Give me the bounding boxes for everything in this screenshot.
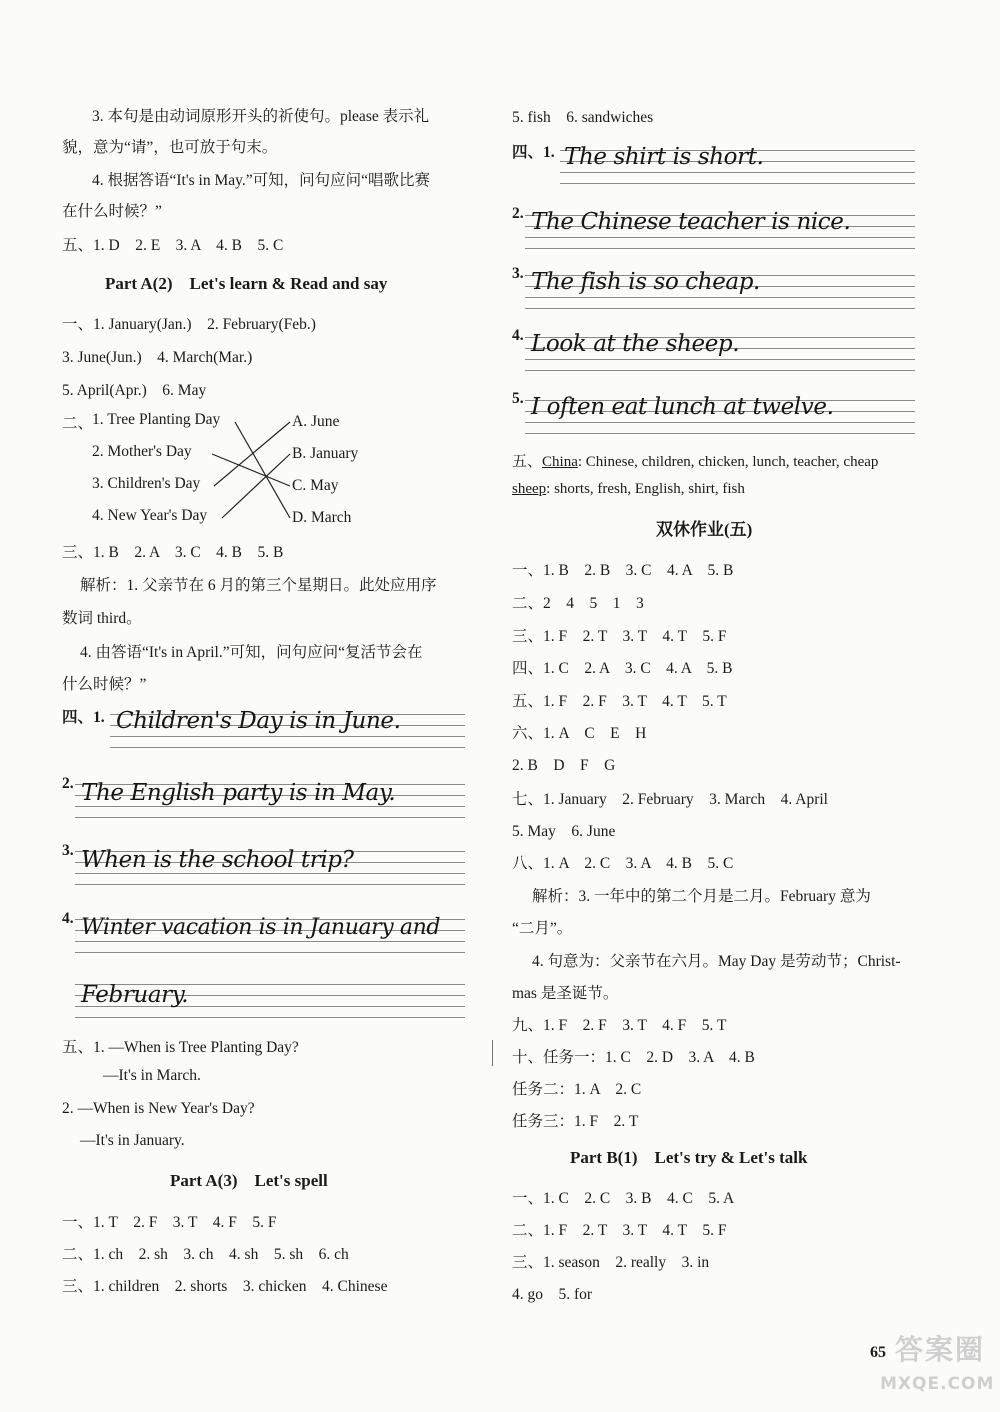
handwriting-row (75, 776, 465, 822)
explanation-line: 在什么时候？” (62, 203, 162, 220)
handwriting-row (75, 976, 465, 1022)
answer-line: 一、1. T 2. F 3. T 4. F 5. F (62, 1214, 277, 1231)
ruled-line (525, 308, 915, 309)
ruled-line (560, 172, 915, 173)
ruled-line (525, 297, 915, 298)
matching-left-item: 2. Mother's Day (92, 443, 192, 460)
answer-line: 一、1. C 2. C 3. B 4. C 5. A (512, 1190, 735, 1207)
classification-key: sheep (512, 481, 547, 497)
handwriting-number: 5. (512, 390, 524, 407)
ruled-line (75, 817, 465, 818)
handwriting-number: 2. (512, 205, 524, 222)
section-heading: Part B(1) Let's try & Let's talk (570, 1148, 808, 1167)
handwritten-answer: The fish is so cheap. (531, 269, 760, 295)
answer-line: 三、1. season 2. really 3. in (512, 1254, 710, 1271)
answer-line: 任务二：1. A 2. C (512, 1081, 642, 1098)
answer-line: 二、2 4 5 1 3 (512, 595, 644, 612)
handwritten-answer: I often eat lunch at twelve. (531, 394, 834, 420)
handwriting-number: 2. (62, 775, 74, 792)
match-line-2-c (212, 454, 290, 486)
explanation-line: 解析：3. 一年中的第二个月是二月。February 意为 (532, 888, 871, 905)
ruled-line (560, 183, 915, 184)
handwritten-answer: The English party is in May. (81, 780, 396, 806)
classification-words: : shorts, fresh, English, shirt, fish (546, 481, 745, 497)
explanation-line: 数词 third。 (62, 610, 142, 627)
matching-lines (190, 410, 300, 530)
page-number: 65 (870, 1344, 886, 1361)
classification-line (512, 481, 745, 498)
explanation-line: 4. 句意为：父亲节在六月。May Day 是劳动节；Christ- (532, 953, 901, 970)
section-heading: Part A(3) Let's spell (170, 1171, 328, 1190)
answer-line: 十、任务一：1. C 2. D 3. A 4. B (512, 1049, 755, 1066)
answer-line: 五、1. —When is Tree Planting Day? (62, 1039, 299, 1056)
handwriting-prefix: 四、1. (62, 709, 105, 726)
handwriting-number: 3. (62, 842, 74, 859)
ruled-line (525, 237, 915, 238)
explanation-line: 解析：1. 父亲节在 6 月的第三个星期日。此处应用序 (80, 577, 437, 594)
ruled-line (525, 422, 915, 423)
answer-line: 九、1. F 2. F 3. T 4. F 5. T (512, 1017, 727, 1034)
answer-line: 4. go 5. for (512, 1286, 593, 1303)
classification-line (512, 450, 878, 471)
ruled-line (110, 747, 465, 748)
ruled-line (75, 952, 465, 953)
matching-prefix: 二、 (62, 415, 94, 432)
handwriting-row (525, 207, 915, 253)
ruled-line (525, 370, 915, 371)
section-heading: Part A(2) Let's learn & Read and say (105, 274, 388, 293)
watermark-logo: 答案圈 (895, 1333, 986, 1366)
matching-right-item: C. May (292, 477, 339, 494)
match-line-1-d (235, 422, 290, 518)
ruled-line (75, 1017, 465, 1018)
ruled-line (75, 884, 465, 885)
ruled-line (525, 433, 915, 434)
matching-right-item: A. June (292, 413, 340, 430)
explanation-line: 貌，意为“请”，也可放于句末。 (62, 139, 278, 156)
handwriting-number: 4. (512, 327, 524, 344)
classification-prefix: 五、 (512, 454, 543, 470)
handwriting-row (75, 843, 465, 889)
handwriting-row (525, 267, 915, 313)
explanation-line: 什么时候？” (62, 676, 147, 693)
explanation-line: 4. 根据答语“It's in May.”可知，问句应问“唱歌比赛 (92, 172, 431, 189)
handwriting-prefix: 四、1. (512, 144, 555, 161)
answer-line: 三、1. B 2. A 3. C 4. B 5. B (62, 544, 284, 561)
handwriting-number: 3. (512, 265, 524, 282)
handwriting-row (110, 706, 465, 752)
answer-line: 5. April(Apr.) 6. May (62, 382, 207, 399)
answer-line: 3. June(Jun.) 4. March(Mar.) (62, 349, 253, 366)
ruled-line (75, 806, 465, 807)
handwritten-answer: Children's Day is in June. (116, 708, 401, 734)
answer-line: —It's in January. (80, 1132, 185, 1149)
answer-line: 五、1. D 2. E 3. A 4. B 5. C (62, 237, 284, 254)
section-heading: 双休作业(五) (656, 520, 753, 539)
answer-line: 四、1. C 2. A 3. C 4. A 5. B (512, 660, 733, 677)
answer-line: 任务三：1. F 2. T (512, 1113, 639, 1130)
answer-line: 一、1. B 2. B 3. C 4. A 5. B (512, 562, 734, 579)
matching-right-item: B. January (292, 445, 359, 462)
explanation-line: 3. 本句是由动词原形开头的祈使句。please 表示礼 (92, 108, 430, 125)
handwriting-number: 4. (62, 910, 74, 927)
answer-line: 八、1. A 2. C 3. A 4. B 5. C (512, 855, 734, 872)
answer-line: 5. fish 6. sandwiches (512, 109, 654, 126)
handwritten-answer: Winter vacation is in January and (81, 915, 441, 940)
ruled-line (110, 736, 465, 737)
matching-left-item: 3. Children's Day (92, 475, 201, 492)
match-line-4-b (222, 454, 290, 518)
handwritten-answer: When is the school trip? (81, 847, 354, 873)
handwriting-row (560, 142, 915, 188)
matching-right-item: D. March (292, 509, 352, 526)
handwritten-answer: The shirt is short. (564, 144, 764, 170)
watermark-url: MXQE.COM (880, 1374, 995, 1394)
matching-left-item: 1. Tree Planting Day (92, 411, 221, 428)
answer-line: 二、1. ch 2. sh 3. ch 4. sh 5. sh 6. ch (62, 1246, 349, 1263)
answer-line: 五、1. F 2. F 3. T 4. T 5. T (512, 693, 727, 710)
classification-words: : Chinese, children, chicken, lunch, teacher, cheap (577, 454, 879, 470)
answer-line: 七、1. January 2. February 3. March 4. April (512, 791, 828, 808)
answer-line: 六、1. A C E H (512, 725, 647, 742)
handwriting-row (75, 911, 465, 957)
handwritten-answer: February. (81, 982, 189, 1008)
handwriting-row (525, 392, 915, 438)
ruled-line (75, 873, 465, 874)
answer-line: 2. B D F G (512, 757, 616, 774)
explanation-line: mas 是圣诞节。 (512, 985, 619, 1002)
explanation-line: “二月”。 (512, 920, 573, 937)
match-line-3-a (214, 422, 290, 486)
answer-line: 5. May 6. June (512, 823, 616, 840)
answer-line: 一、1. January(Jan.) 2. February(Feb.) (62, 316, 316, 333)
ruled-line (75, 941, 465, 942)
answer-line: 三、1. children 2. shorts 3. chicken 4. Chinese (62, 1278, 388, 1295)
answer-line: —It's in March. (103, 1067, 201, 1084)
handwritten-answer: The Chinese teacher is nice. (531, 209, 851, 235)
handwriting-row (525, 329, 915, 375)
ruled-line (525, 248, 915, 249)
matching-left-item: 4. New Year's Day (92, 507, 208, 524)
answer-line: 三、1. F 2. T 3. T 4. T 5. F (512, 628, 727, 645)
answer-line: 二、1. F 2. T 3. T 4. T 5. F (512, 1222, 727, 1239)
column-divider (492, 1040, 493, 1066)
ruled-line (525, 359, 915, 360)
answer-line: 2. —When is New Year's Day? (62, 1100, 255, 1117)
classification-key: China (542, 454, 578, 470)
handwritten-answer: Look at the sheep. (531, 331, 740, 357)
explanation-line: 4. 由答语“It's in April.”可知，问句应问“复活节会在 (80, 644, 423, 661)
